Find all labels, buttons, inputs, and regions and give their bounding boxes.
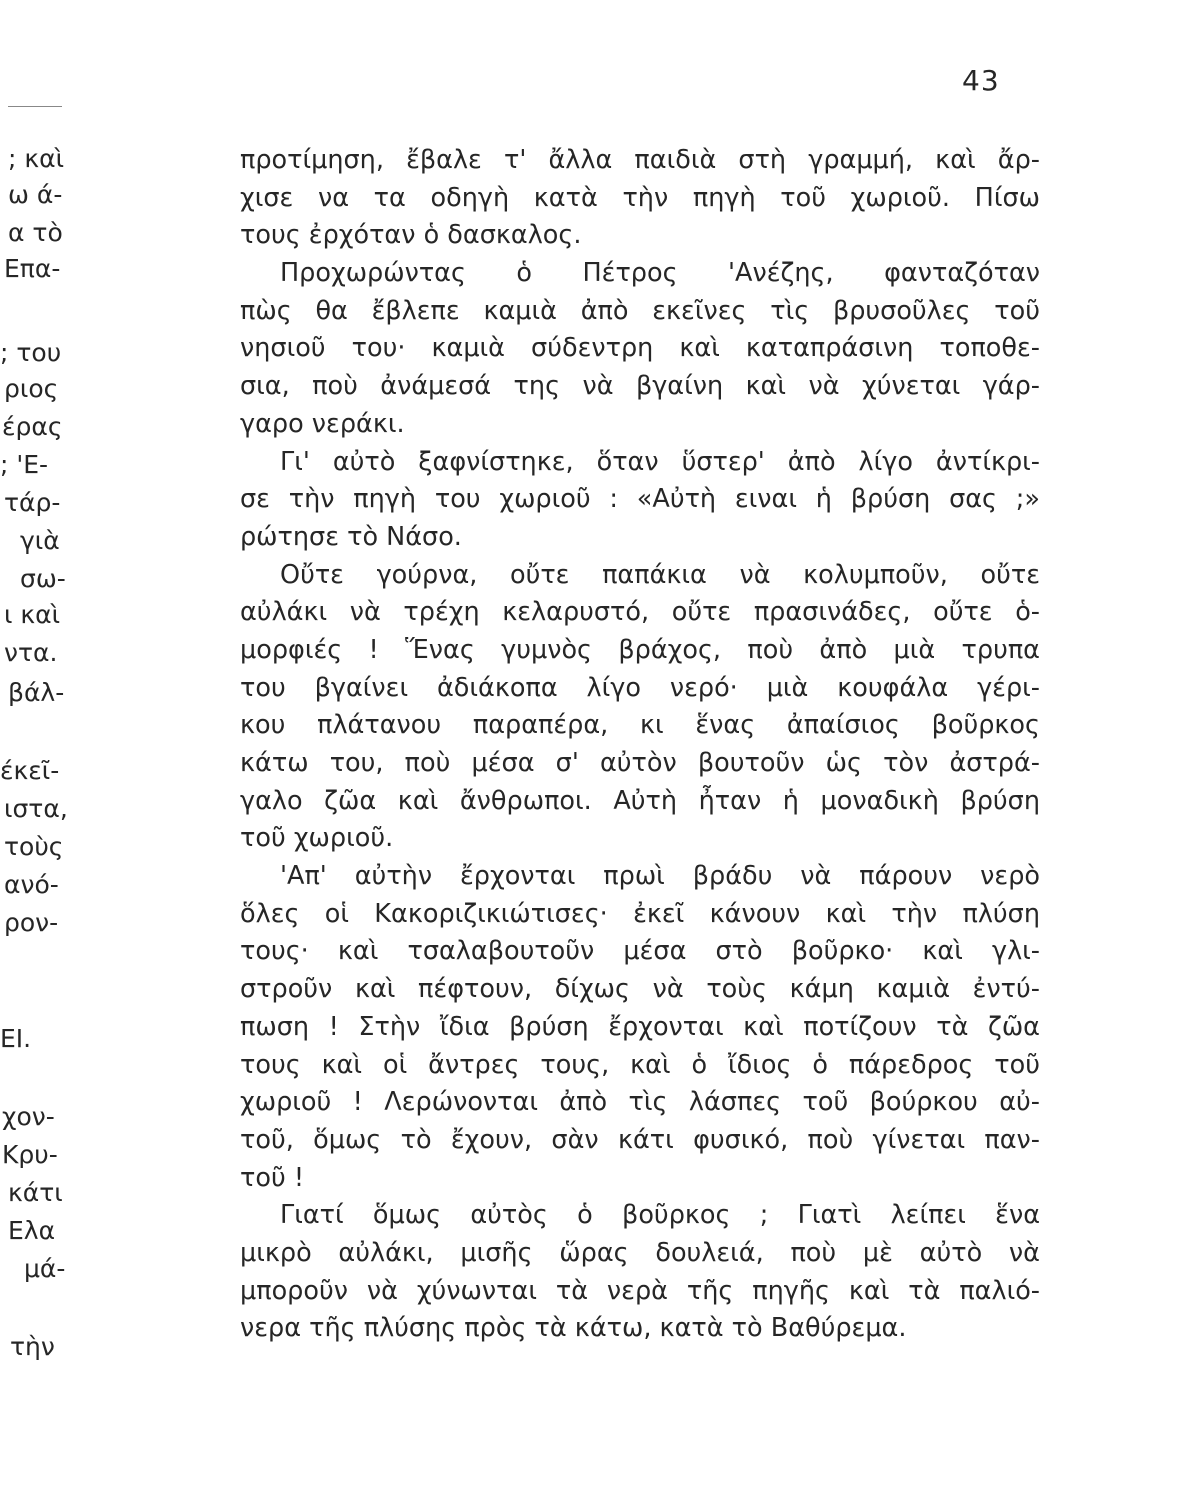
text-line: Γιατί ὅμως αὐτὸς ὁ βοῦρκος ; Γιατὶ λείπει ἕνα [280, 1200, 1040, 1231]
margin-fragment: τάρ- [4, 488, 61, 517]
text-line: μικρὸ αὐλάκι, μισῆς ὥρας δουλειά, ποὺ μὲ αὐτὸ νὰ [240, 1237, 1040, 1268]
margin-fragment: Ελα [8, 1216, 56, 1245]
text-line: 'Απ' αὐτὴν ἔρχονται πρωὶ βράδυ νὰ πάρουν νερὸ [280, 861, 1040, 892]
margin-fragment: ντα. [4, 638, 58, 667]
margin-fragment: τοὺς [4, 832, 64, 861]
margin-fragment: χον- [2, 1102, 55, 1131]
adjacent-page-margin [0, 0, 100, 1500]
margin-fragment: Επα- [4, 254, 61, 283]
text-line: τοῦ χωριοῦ. [240, 823, 394, 854]
margin-fragment: ΕΙ. [0, 1024, 32, 1053]
page-body-text [240, 142, 1040, 1348]
text-line: πωση ! Στὴν ἴδια βρύση ἔρχονται καὶ ποτίζουν τὰ ζῶα [240, 1011, 1040, 1042]
text-line: ρώτησε τὸ Νάσο. [240, 521, 462, 552]
text-line: στροῦν καὶ πέφτουν, δίχως νὰ τοὺς κάμη καμιὰ ἐντύ- [240, 974, 1040, 1005]
margin-fragment: ρον- [4, 908, 59, 937]
text-line: Γι' αὐτὸ ξαφνίστηκε, ὅταν ὕστερ' ἀπὸ λίγο ἀντίκρι- [280, 446, 1040, 477]
text-line: νερα τῆς πλύσης πρὸς τὰ κάτω, κατὰ τὸ Βαθύρεμα. [240, 1313, 907, 1344]
text-line: Οὔτε γούρνα, οὔτε παπάκια νὰ κολυμποῦν, οὔτε [280, 559, 1040, 590]
text-line: μορφιές ! Ἕνας γυμνὸς βράχος, ποὺ ἀπὸ μιὰ τρυπα [240, 634, 1040, 665]
margin-fragment: κάτι [8, 1178, 63, 1207]
text-line: κου πλάτανου παραπέρα, κι ἕνας ἀπαίσιος βοῦρκος [240, 710, 1040, 741]
text-line: τους ἐρχόταν ὁ δασκαλος. [240, 220, 582, 251]
text-line: του βγαίνει ἀδιάκοπα λίγο νερό· μιὰ κουφάλα γέρι- [240, 672, 1040, 703]
margin-fragment: ; 'Ε- [0, 450, 49, 479]
margin-fragment: σω- [20, 564, 66, 593]
margin-fragment: έρας [2, 412, 63, 441]
text-line: προτίμηση, ἔβαλε τ' ἄλλα παιδιὰ στὴ γραμμή, καὶ ἄρ- [240, 145, 1040, 175]
margin-divider [8, 106, 62, 107]
margin-fragment: βάλ- [8, 678, 65, 707]
margin-fragment: μά- [24, 1254, 66, 1283]
margin-fragment: ανό- [4, 870, 59, 899]
margin-fragment: ριος [4, 374, 59, 403]
text-line: γαρο νεράκι. [240, 408, 405, 439]
margin-fragment: ι καὶ [4, 600, 61, 629]
text-line: μποροῦν νὰ χύνωνται τὰ νερὰ τῆς πηγῆς καὶ τὰ παλιό- [240, 1275, 1040, 1306]
text-line: κάτω του, ποὺ μέσα σ' αὐτὸν βουτοῦν ὡς τὸν ἀστρά- [240, 748, 1040, 778]
page-number: 43 [962, 64, 1000, 97]
text-line: γαλο ζῶα καὶ ἄνθρωποι. Αὐτὴ ἦταν ἡ μοναδικὴ βρύση [240, 785, 1040, 816]
text-line: πὼς θα ἔβλεπε καμιὰ ἀπὸ εκεῖνες τὶς βρυσοῦλες τοῦ [240, 295, 1040, 326]
margin-fragment: ; καὶ [8, 144, 65, 173]
margin-fragment: ιστα, [4, 794, 68, 823]
margin-fragment: ; του [0, 338, 62, 367]
margin-fragment: α τὸ [8, 218, 63, 247]
text-line: σε τὴν πηγὴ του χωριοῦ : «Αὐτὴ ειναι ἡ βρύση σας ;» [240, 484, 1040, 515]
text-line: Προχωρώντας ὁ Πέτρος 'Ανέζης, φανταζόταν [280, 258, 1040, 289]
text-line: νησιοῦ του· καμιὰ σύδεντρη καὶ καταπράσινη τοποθε- [240, 333, 1040, 364]
text-line: ὅλες οἱ Κακοριζικιώτισες· ἐκεῖ κάνουν καὶ τὴν πλύση [240, 898, 1040, 929]
text-line: χωριοῦ ! Λερώνονται ἀπὸ τὶς λάσπες τοῦ βούρκου αὐ- [240, 1087, 1040, 1118]
text-line: σια, ποὺ ἀνάμεσά της νὰ βγαίνη καὶ νὰ χύνεται γάρ- [240, 371, 1040, 402]
margin-fragment: τὴν [10, 1332, 55, 1361]
margin-fragment: ω ά- [8, 180, 63, 209]
text-line: αὐλάκι νὰ τρέχη κελαρυστό, οὔτε πρασινάδες, οὔτε ὁ- [240, 597, 1040, 628]
margin-fragment: έκεῖ- [0, 756, 60, 785]
margin-fragment: Κρυ- [2, 1140, 58, 1169]
text-line: χισε να τα οδηγὴ κατὰ τὴν πηγὴ τοῦ χωριοῦ. Πίσω [240, 182, 1040, 213]
text-line: τους καὶ οἱ ἄντρες τους, καὶ ὁ ἴδιος ὁ πάρεδρος τοῦ [240, 1049, 1040, 1080]
text-line: τους· καὶ τσαλαβουτοῦν μέσα στὸ βοῦρκο· καὶ γλι- [240, 936, 1040, 967]
margin-fragment: γιὰ [20, 526, 60, 555]
text-line: τοῦ ! [240, 1162, 305, 1193]
text-line: τοῦ, ὅμως τὸ ἔχουν, σὰν κάτι φυσικό, ποὺ γίνεται παν- [240, 1124, 1040, 1155]
